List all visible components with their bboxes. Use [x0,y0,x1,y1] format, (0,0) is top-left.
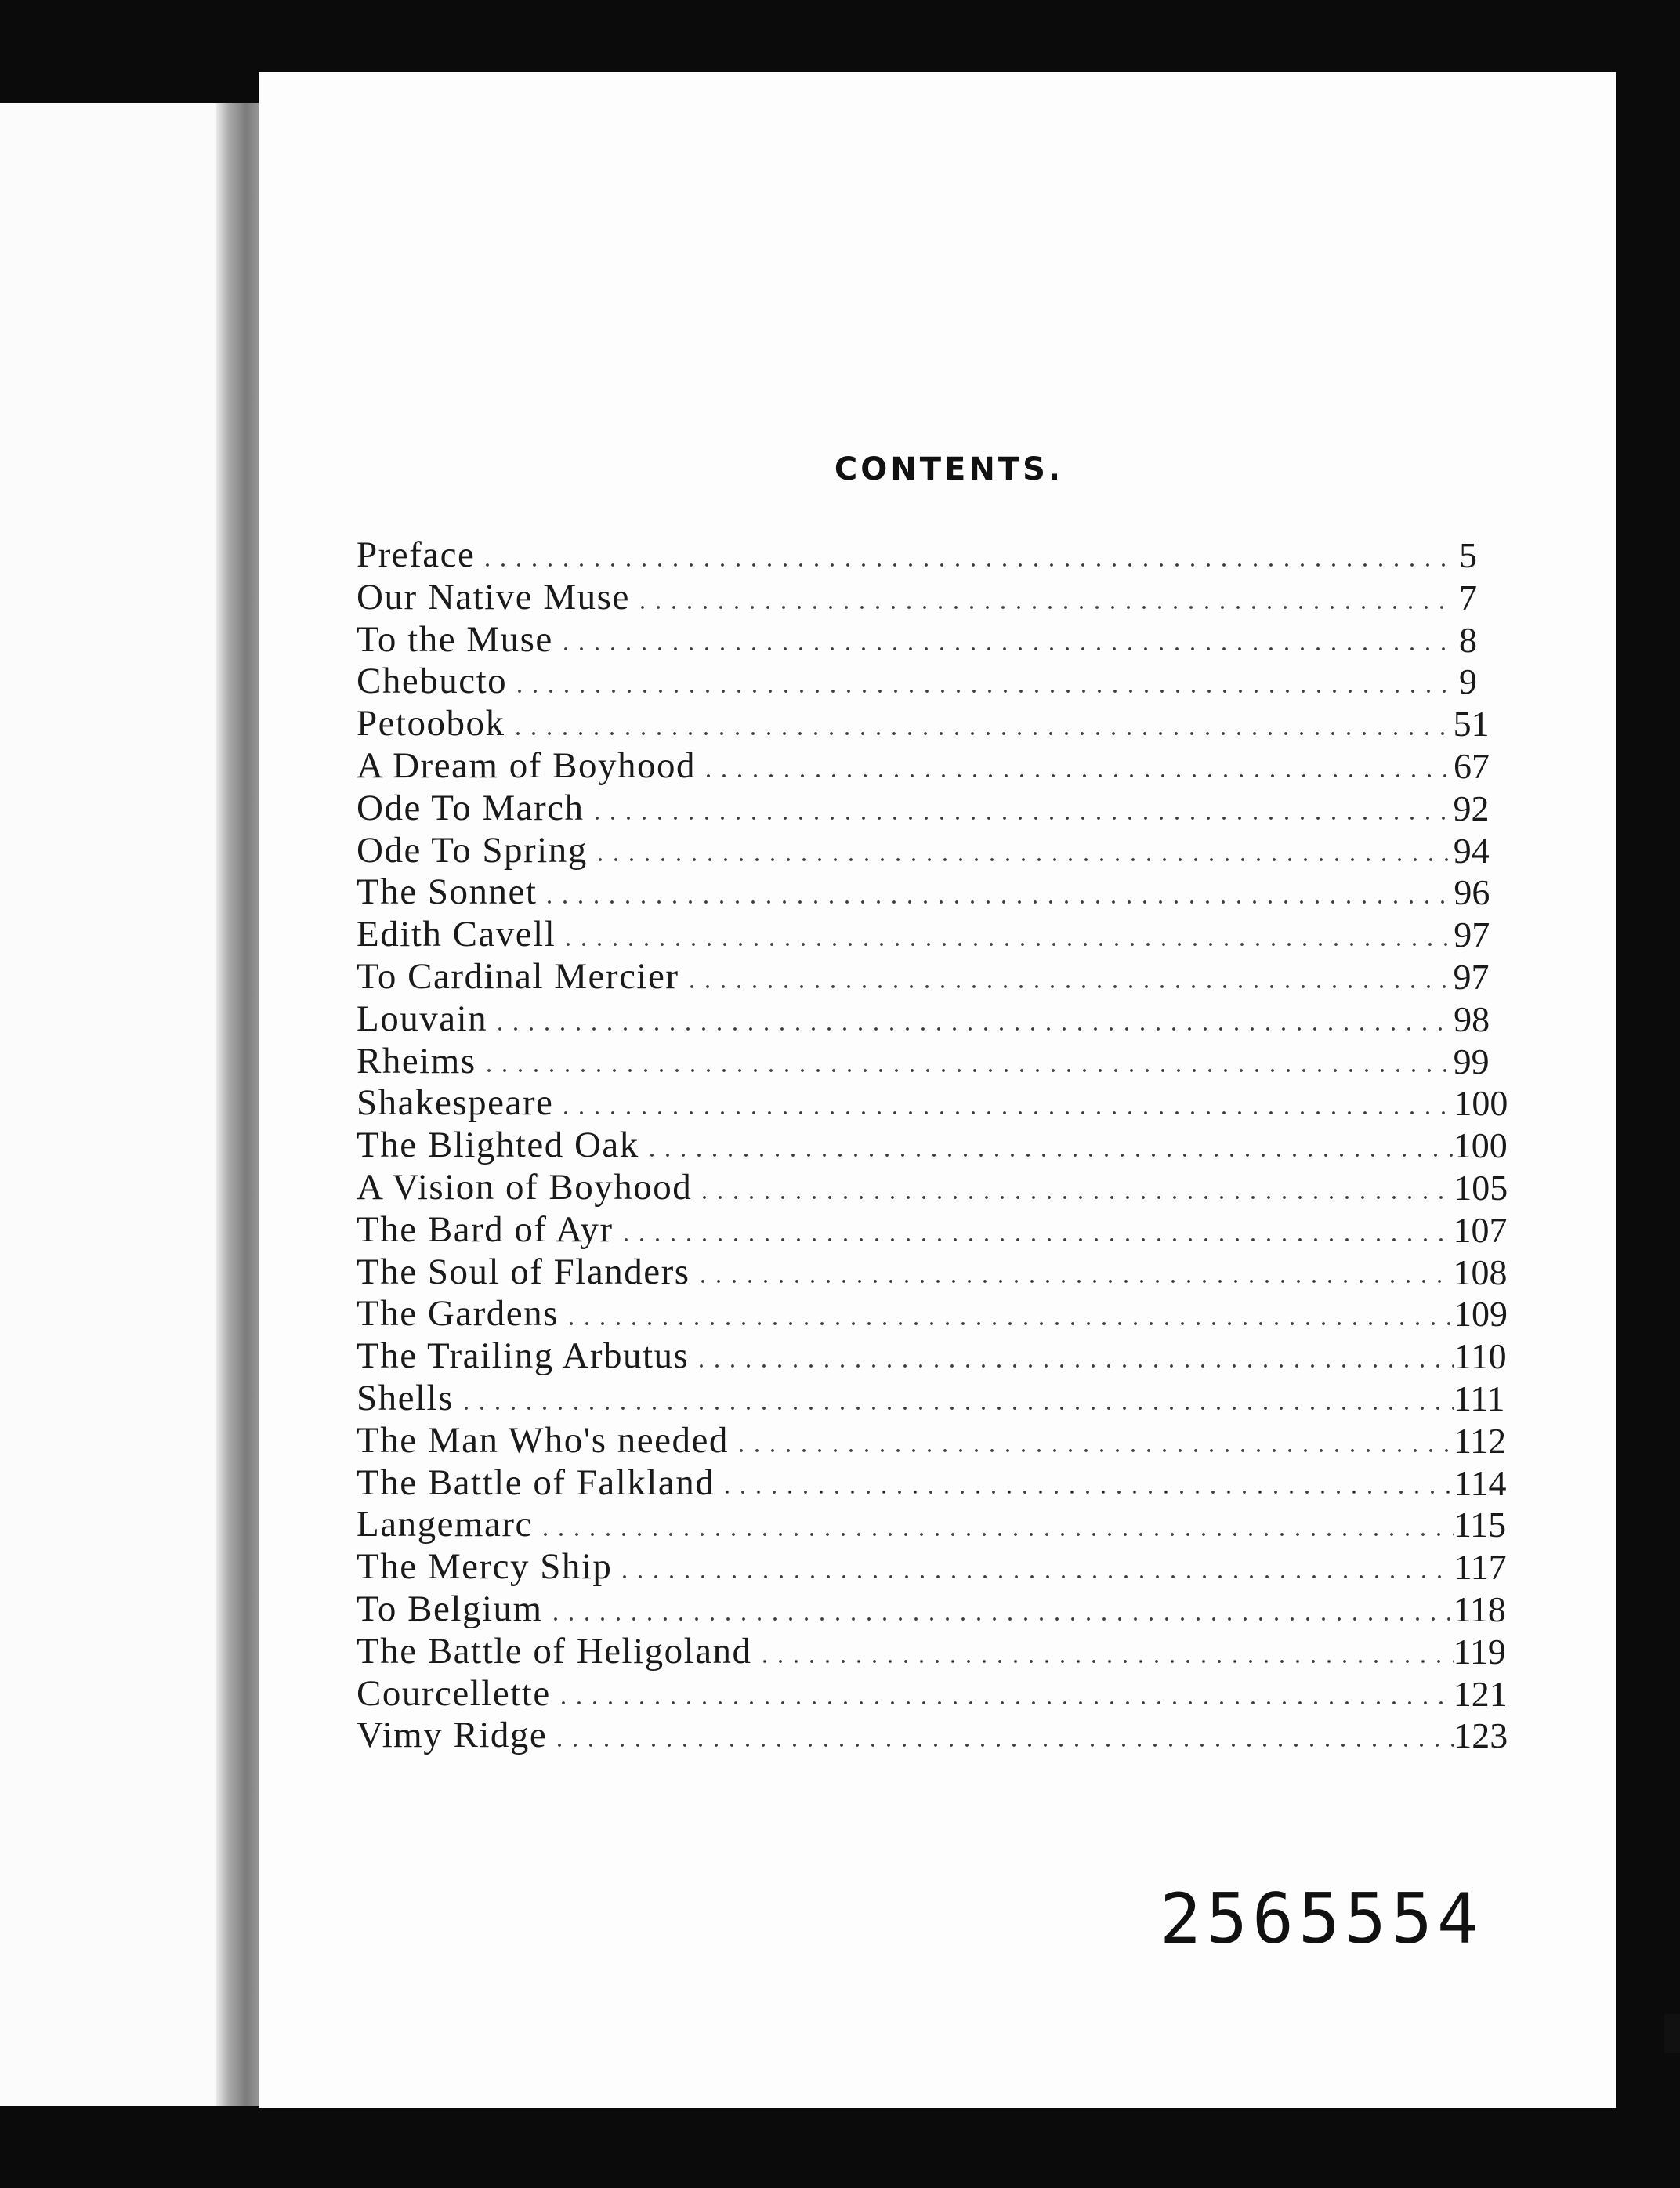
entry-page-number: 97 [1453,956,1490,997]
entry-title: Shakespeare [357,1082,554,1124]
toc-entry [357,998,1490,1041]
entry-title: Our Native Muse [357,576,630,618]
contents-page [259,72,1616,2108]
entry-page-number: 5 [1459,535,1477,575]
entry-title: Ode To Spring [357,829,588,871]
entry-page-number: 98 [1454,998,1490,1039]
dot-leader [644,1154,1454,1157]
toc-entry [357,619,1477,661]
dot-leader [560,943,1454,946]
entry-page-number: 100 [1453,1125,1508,1166]
toc-entry [357,1715,1508,1757]
entry-title: The Sonnet [357,871,538,913]
dot-leader [701,774,1454,777]
dot-leader [481,1069,1454,1072]
entry-title: Edith Cavell [357,914,556,955]
entry-title: A Vision of Boyhood [357,1166,693,1208]
entry-page-number: 67 [1453,745,1490,786]
entry-title: Chebucto [357,661,508,702]
entry-title: To Cardinal Mercier [357,955,679,997]
toc-entry [357,1040,1490,1083]
entry-title: Preface [357,534,476,575]
entry-title: Ode To March [357,787,585,828]
entry-title: The Blighted Oak [357,1125,639,1166]
dot-leader [492,1027,1454,1031]
dot-leader [733,1449,1454,1452]
entry-page-number: 121 [1453,1673,1508,1714]
toc-entry [357,871,1490,914]
toc-entry [357,1166,1508,1209]
dot-leader [458,1407,1454,1410]
dot-leader [558,647,1454,650]
dot-leader [556,1701,1454,1704]
entry-page-number: 112 [1453,1420,1507,1461]
dot-leader [558,1111,1454,1114]
entry-page-number: 108 [1453,1252,1508,1292]
entry-page-number: 99 [1453,1041,1490,1081]
dot-leader [617,1575,1454,1578]
entry-page-number: 107 [1453,1209,1508,1250]
entry-title: The Bard of Ayr [357,1208,614,1250]
toc-entry [357,1419,1507,1462]
toc-entry [357,955,1490,998]
toc-entry [357,1293,1508,1335]
dot-leader [510,732,1454,735]
dot-leader [480,563,1454,567]
dot-leader [684,985,1454,988]
entry-page-number: 115 [1453,1505,1507,1545]
toc-entry [357,1377,1505,1420]
toc-entry [357,703,1490,745]
toc-entry [357,829,1490,872]
entry-page-number: 123 [1454,1715,1508,1756]
toc-entry [357,1208,1508,1252]
toc-entry [357,744,1490,788]
entry-title: Petoobok [357,703,505,744]
dot-leader [719,1491,1454,1494]
page-heading: CONTENTS. [834,451,1064,487]
toc-entry [357,787,1490,830]
toc-entry [357,534,1477,577]
entry-page-number: 9 [1459,661,1477,702]
entry-title: Rheims [357,1040,476,1081]
toc-entry [357,1546,1507,1588]
toc-entry [357,1504,1507,1546]
entry-page-number: 118 [1453,1588,1506,1629]
entry-title: The Trailing Arbutus [357,1335,690,1377]
entry-title: Langemarc [357,1504,533,1545]
entry-page-number: 7 [1459,577,1477,618]
dot-leader [548,1617,1454,1621]
entry-page-number: 117 [1454,1547,1507,1588]
dot-leader [592,858,1454,861]
entry-title: To the Muse [357,618,553,660]
entry-title: The Battle of Heligoland [357,1630,752,1672]
entry-page-number: 92 [1453,788,1490,828]
dot-leader [512,690,1454,693]
entry-page-number: 100 [1454,1083,1508,1124]
toc-entry [357,1630,1506,1673]
entry-page-number: 110 [1454,1336,1507,1377]
entry-page-number: 119 [1453,1631,1506,1672]
dot-leader [541,900,1454,904]
entry-page-number: 97 [1454,915,1490,955]
toc-entry [357,1462,1507,1505]
dot-leader [693,1364,1454,1368]
toc-entry [357,1672,1508,1715]
entry-title: A Dream of Boyhood [357,744,696,786]
entry-page-number: 94 [1453,830,1490,871]
dot-leader [635,606,1454,609]
entry-page-number: 111 [1453,1378,1505,1418]
toc-entry [357,1125,1508,1167]
entry-title: Vimy Ridge [357,1715,548,1756]
toc-entry [357,1335,1507,1378]
entry-title: The Battle of Falkland [357,1462,715,1503]
entry-title: The Man Who's needed [357,1419,729,1461]
scan-edge-mark [1664,2014,1680,2053]
entry-page-number: 114 [1454,1462,1507,1503]
toc-entry [357,577,1477,619]
entry-title: To Belgium [357,1588,543,1629]
entry-title: The Soul of Flanders [357,1251,690,1292]
entry-title: Shells [357,1377,454,1418]
entry-page-number: 109 [1453,1294,1508,1335]
entry-page-number: 8 [1459,619,1477,660]
dot-leader [552,1744,1454,1747]
entry-title: The Gardens [357,1293,559,1335]
entry-title: The Mercy Ship [357,1546,613,1588]
dot-leader [695,1280,1454,1283]
dot-leader [563,1322,1454,1325]
dot-leader [697,1196,1454,1199]
entry-page-number: 105 [1454,1167,1508,1208]
toc-entry [357,661,1477,703]
entry-title: Courcellette [357,1672,551,1714]
dot-leader [757,1660,1454,1663]
toc-entry [357,914,1490,956]
dot-leader [589,817,1454,820]
accession-number-stamp: 2565554 [1160,1878,1483,1959]
entry-page-number: 51 [1453,704,1490,744]
entry-page-number: 96 [1454,872,1490,913]
dot-leader [618,1238,1454,1241]
entry-title: Louvain [357,998,488,1039]
table-of-contents [357,534,1508,1757]
facing-page [0,103,229,2106]
dot-leader [538,1533,1454,1536]
toc-entry [357,1082,1508,1125]
toc-entry [357,1251,1508,1294]
toc-entry [357,1588,1506,1631]
